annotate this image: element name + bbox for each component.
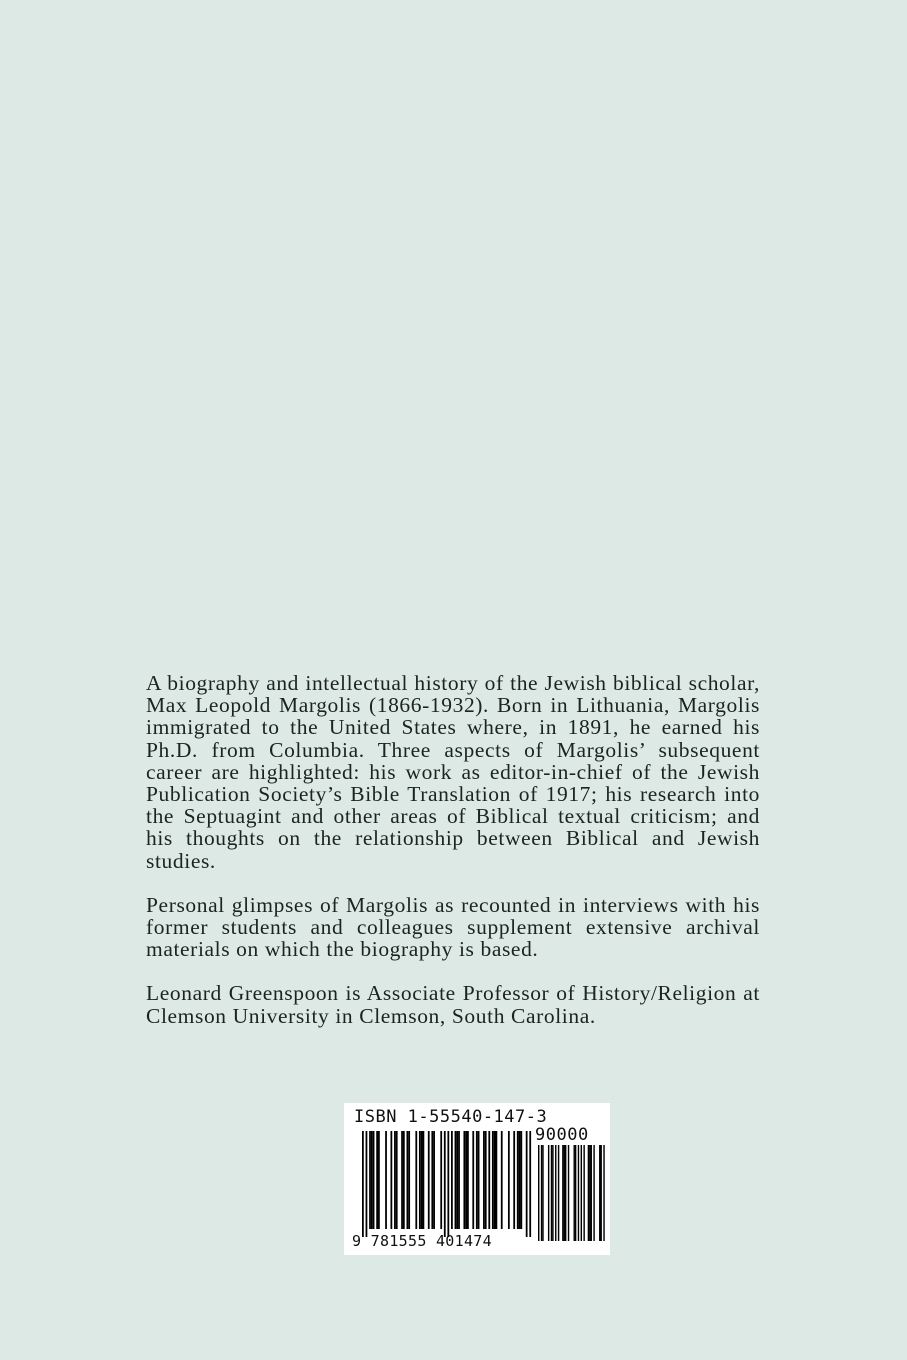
barcode-bar: [444, 1131, 446, 1237]
barcode-bar: [431, 1131, 433, 1229]
barcode-bar: [456, 1131, 458, 1229]
barcode-bar: [599, 1145, 600, 1241]
barcode-bar: [558, 1145, 559, 1241]
barcode-bar: [496, 1131, 498, 1229]
barcode-bar: [564, 1145, 565, 1241]
barcode-bar: [568, 1145, 569, 1241]
barcode-bar: [575, 1145, 576, 1241]
barcode-bar: [451, 1131, 453, 1229]
barcode-bar: [403, 1131, 405, 1229]
barcode-bar: [401, 1131, 403, 1229]
barcode-bar: [376, 1131, 378, 1229]
barcode-bar: [578, 1145, 579, 1241]
barcode-bar: [538, 1145, 539, 1241]
addon-bars: [538, 1145, 605, 1241]
barcode-bar: [369, 1131, 371, 1229]
barcode-bar: [472, 1131, 474, 1229]
barcode-bar: [513, 1131, 515, 1229]
barcode-bar: [433, 1131, 435, 1229]
blurb-paragraph-summary: A biography and intellectual history of the Jewish biblical scholar, Max Leopold Margolis (1866-1932). Born in Lithuania, Margolis immigrated to the United States where, in 1891, he earned his Ph.D. from Columbia. Three aspects of Margolis’ subsequent career are highlighted: his work as editor-in-chief of the Jewish Publication Society’s Bible Translation of 1917; his research into the Septuagint and other areas of Biblical textual criticism; and his thoughts on the relationship between Biblical and Jewish studies.: [146, 671, 760, 873]
barcode-bar: [419, 1131, 421, 1229]
barcode-bar: [548, 1145, 549, 1241]
barcode-bar: [423, 1131, 425, 1229]
barcode-bar: [390, 1131, 392, 1229]
barcode-bar: [371, 1131, 373, 1229]
barcode-bar: [458, 1131, 460, 1229]
barcode-bar: [455, 1131, 457, 1229]
barcode-bar: [485, 1131, 487, 1229]
barcode-bar: [476, 1131, 478, 1229]
barcode-bar: [362, 1131, 364, 1237]
barcode-bar: [551, 1145, 552, 1241]
isbn-label: ISBN 1-55540-147-3: [354, 1107, 548, 1127]
barcode-bar: [373, 1131, 375, 1229]
barcode-bar: [366, 1131, 368, 1237]
ean-bars: [362, 1131, 531, 1237]
barcode-bar: [591, 1145, 592, 1241]
barcode-bar: [483, 1131, 485, 1229]
barcode-bar: [447, 1131, 449, 1237]
barcode-bar: [562, 1145, 563, 1241]
barcode-bar: [519, 1131, 521, 1229]
barcode-bar: [415, 1131, 417, 1229]
barcode-bar: [526, 1131, 528, 1237]
barcode-bar: [407, 1131, 409, 1229]
barcode-bar: [565, 1145, 566, 1241]
barcode-bar: [396, 1131, 398, 1229]
barcode-bar: [583, 1145, 584, 1241]
barcode-bar: [428, 1131, 430, 1229]
barcode-bar: [508, 1131, 510, 1229]
barcode-bar: [581, 1145, 582, 1241]
barcode-bar: [463, 1131, 465, 1229]
barcode-bar: [385, 1131, 387, 1229]
barcode-bar: [520, 1131, 522, 1229]
barcode-bar: [588, 1145, 589, 1241]
barcode-bar: [600, 1145, 601, 1241]
ean-digits: 9 781555 401474: [352, 1232, 492, 1250]
barcode-bar: [541, 1145, 542, 1241]
price-code: 90000: [535, 1125, 589, 1145]
barcode-bar: [440, 1131, 442, 1229]
barcode-bar: [488, 1131, 490, 1229]
barcode-bar: [529, 1131, 531, 1237]
barcode-bar: [465, 1131, 467, 1229]
barcode-bar: [517, 1131, 519, 1229]
isbn-barcode: [344, 1103, 610, 1255]
barcode-bar: [593, 1145, 594, 1241]
barcode-bar: [574, 1145, 575, 1241]
blurb-paragraph-author-bio: Leonard Greenspoon is Associate Professor of History/Religion at Clemson University in Clemson, South Carolina.: [146, 981, 760, 1028]
blurb-paragraph-glimpses: Personal glimpses of Margolis as recounted in interviews with his former students and colleagues supplement extensive archival materials on which the biography is based.: [146, 892, 760, 962]
back-cover-blurb: [146, 672, 760, 1049]
barcode-bar: [421, 1131, 423, 1229]
barcode-bar: [492, 1131, 494, 1229]
barcode-bar: [542, 1145, 543, 1241]
barcode-bar: [467, 1131, 469, 1229]
barcode-bar: [555, 1145, 556, 1241]
barcode-bar: [552, 1145, 553, 1241]
barcode-bar: [589, 1145, 590, 1241]
barcode-bar: [494, 1131, 496, 1229]
barcode-bar: [478, 1131, 480, 1229]
barcode-bar: [394, 1131, 396, 1229]
barcode-bar: [501, 1131, 503, 1229]
barcode-bar: [408, 1131, 410, 1229]
barcode-bar: [603, 1145, 604, 1241]
barcode-bar: [378, 1131, 380, 1229]
